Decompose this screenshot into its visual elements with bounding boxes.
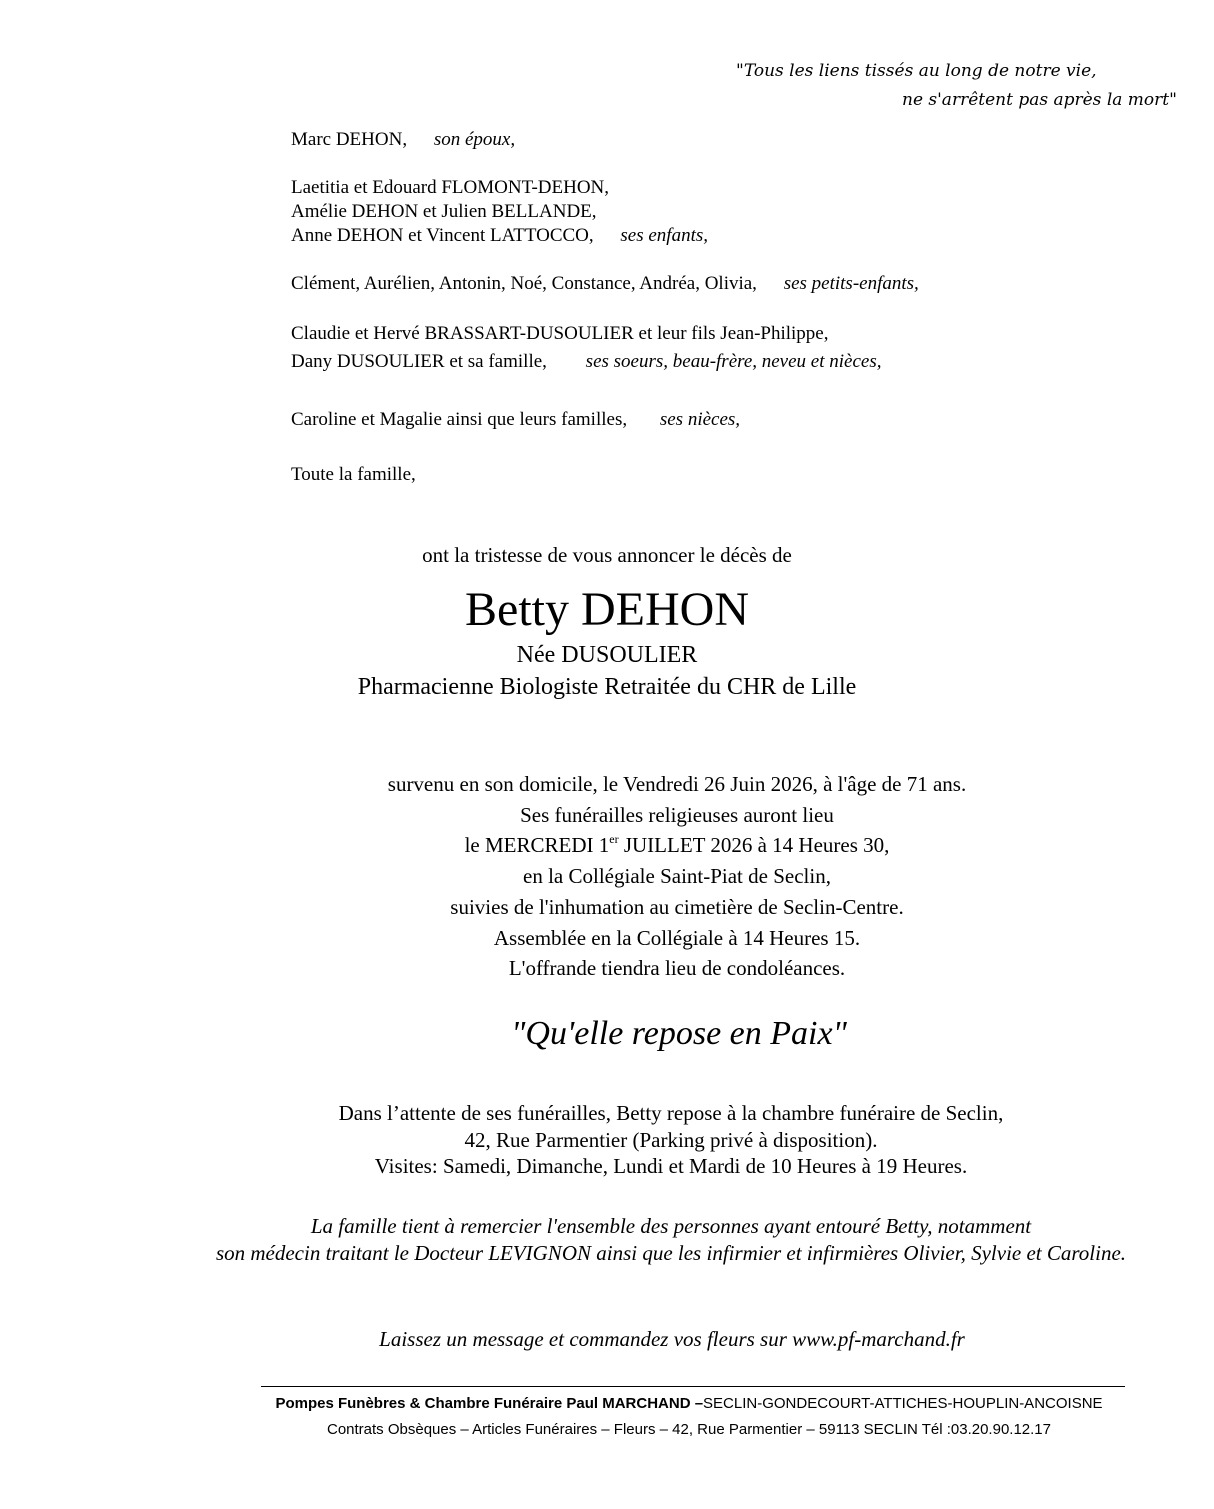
website-message: Laissez un message et commandez vos fleurs sur www.pf-marchand.fr (379, 1327, 965, 1351)
thanks-message (0, 1213, 1214, 1267)
details-line-3 (0, 830, 1214, 861)
child-line-3-text: Anne DEHON et Vincent LATTOCCO, (291, 225, 594, 246)
nieces-line (291, 408, 919, 432)
visit-line-3: Visites: Samedi, Dimanche, Lundi et Mardi de 10 Heures à 19 Heures. (374, 1154, 968, 1178)
peace-quote: "Qu'elle repose en Paix" (511, 1015, 847, 1052)
spouse-name: Marc DEHON, (291, 129, 408, 150)
siblings-line-1: Claudie et Hervé BRASSART-DUSOULIER et leur fils Jean-Philippe, (291, 323, 829, 344)
deceased-maiden-name: Née DUSOULIER (516, 642, 698, 668)
details-line-4: en la Collégiale Saint-Piat de Seclin, (523, 864, 831, 889)
epigraph-line-2: ne s'arrêtent pas après la mort" (902, 90, 1177, 110)
siblings-role: ses soeurs, beau-frère, neveu et nièces, (585, 351, 882, 372)
thanks-line-1: La famille tient à remercier l'ensemble des personnes ayant entouré Betty, notamment (310, 1214, 1032, 1238)
grandchildren-role: ses petits-enfants, (783, 273, 919, 294)
visit-line-2: 42, Rue Parmentier (Parking privé à disposition). (464, 1127, 878, 1152)
family-list (291, 128, 919, 487)
grandchildren-names: Clément, Aurélien, Antonin, Noé, Constance, Andréa, Olivia, (291, 273, 757, 294)
spouse-role: son époux, (433, 129, 516, 150)
child-line-2: Amélie DEHON et Julien BELLANDE, (291, 201, 597, 222)
footer-company-line (0, 1395, 1214, 1412)
details-line-3-sup: er (609, 832, 619, 847)
footer-divider (261, 1386, 1125, 1387)
details-line-6: Assemblée en la Collégiale à 14 Heures 15. (493, 925, 861, 950)
children-role: ses enfants, (620, 225, 709, 246)
details-line-3-post: JUILLET 2026 à 14 Heures 30, (618, 833, 890, 858)
thanks-line-2: son médecin traitant le Docteur LEVIGNON ainsi que les infirmier et infirmières Olivier, Sylvie et Caroline. (215, 1241, 1127, 1265)
funeral-details (0, 769, 1214, 984)
children-group (291, 176, 919, 248)
siblings-line-2 (291, 348, 919, 376)
child-line-3 (291, 224, 919, 248)
visit-line-1: Dans l’attente de ses funérailles, Betty repose à la chambre funéraire de Seclin, (338, 1101, 1004, 1125)
epigraph-line-1: "Tous les liens tissés au long de notre vie, (736, 61, 1097, 81)
epigraph (736, 57, 1177, 115)
deceased-profession: Pharmacienne Biologiste Retraitée du CHR de Lille (357, 674, 857, 700)
footer-locations: SECLIN-GONDECOURT-ATTICHES-HOUPLIN-ANCOISNE (703, 1395, 1103, 1412)
nieces-names: Caroline et Magalie ainsi que leurs familles, (291, 409, 628, 430)
child-line-1: Laetitia et Edouard FLOMONT-DEHON, (291, 177, 610, 198)
announcement: ont la tristesse de vous annoncer le décès de (422, 543, 792, 567)
spouse-line (291, 128, 919, 152)
nieces-role: ses nièces, (659, 409, 741, 430)
details-line-1: survenu en son domicile, le Vendredi 26 Juin 2026, à l'âge de 71 ans. (387, 772, 967, 796)
visit-info (0, 1100, 1214, 1180)
footer-company: Pompes Funèbres & Chambre Funéraire Paul MARCHAND – (275, 1395, 704, 1412)
deceased-name: Betty DEHON (465, 583, 749, 636)
details-line-7: L'offrande tiendra lieu de condoléances. (508, 956, 846, 981)
details-line-2: Ses funérailles religieuses auront lieu (520, 802, 834, 827)
siblings-group (291, 320, 919, 376)
footer-contact-line: Contrats Obsèques – Articles Funéraires – Fleurs – 42, Rue Parmentier – 59113 SECLIN Tél :03.20.90.12.17 (326, 1421, 1051, 1438)
siblings-line-2-text: Dany DUSOULIER et sa famille, (291, 351, 547, 372)
grandchildren-line (291, 272, 919, 296)
whole-family-line: Toute la famille, (291, 464, 416, 485)
details-line-5: suivies de l'inhumation au cimetière de Seclin-Centre. (450, 894, 904, 919)
details-line-3-pre: le MERCREDI 1 (464, 833, 610, 858)
